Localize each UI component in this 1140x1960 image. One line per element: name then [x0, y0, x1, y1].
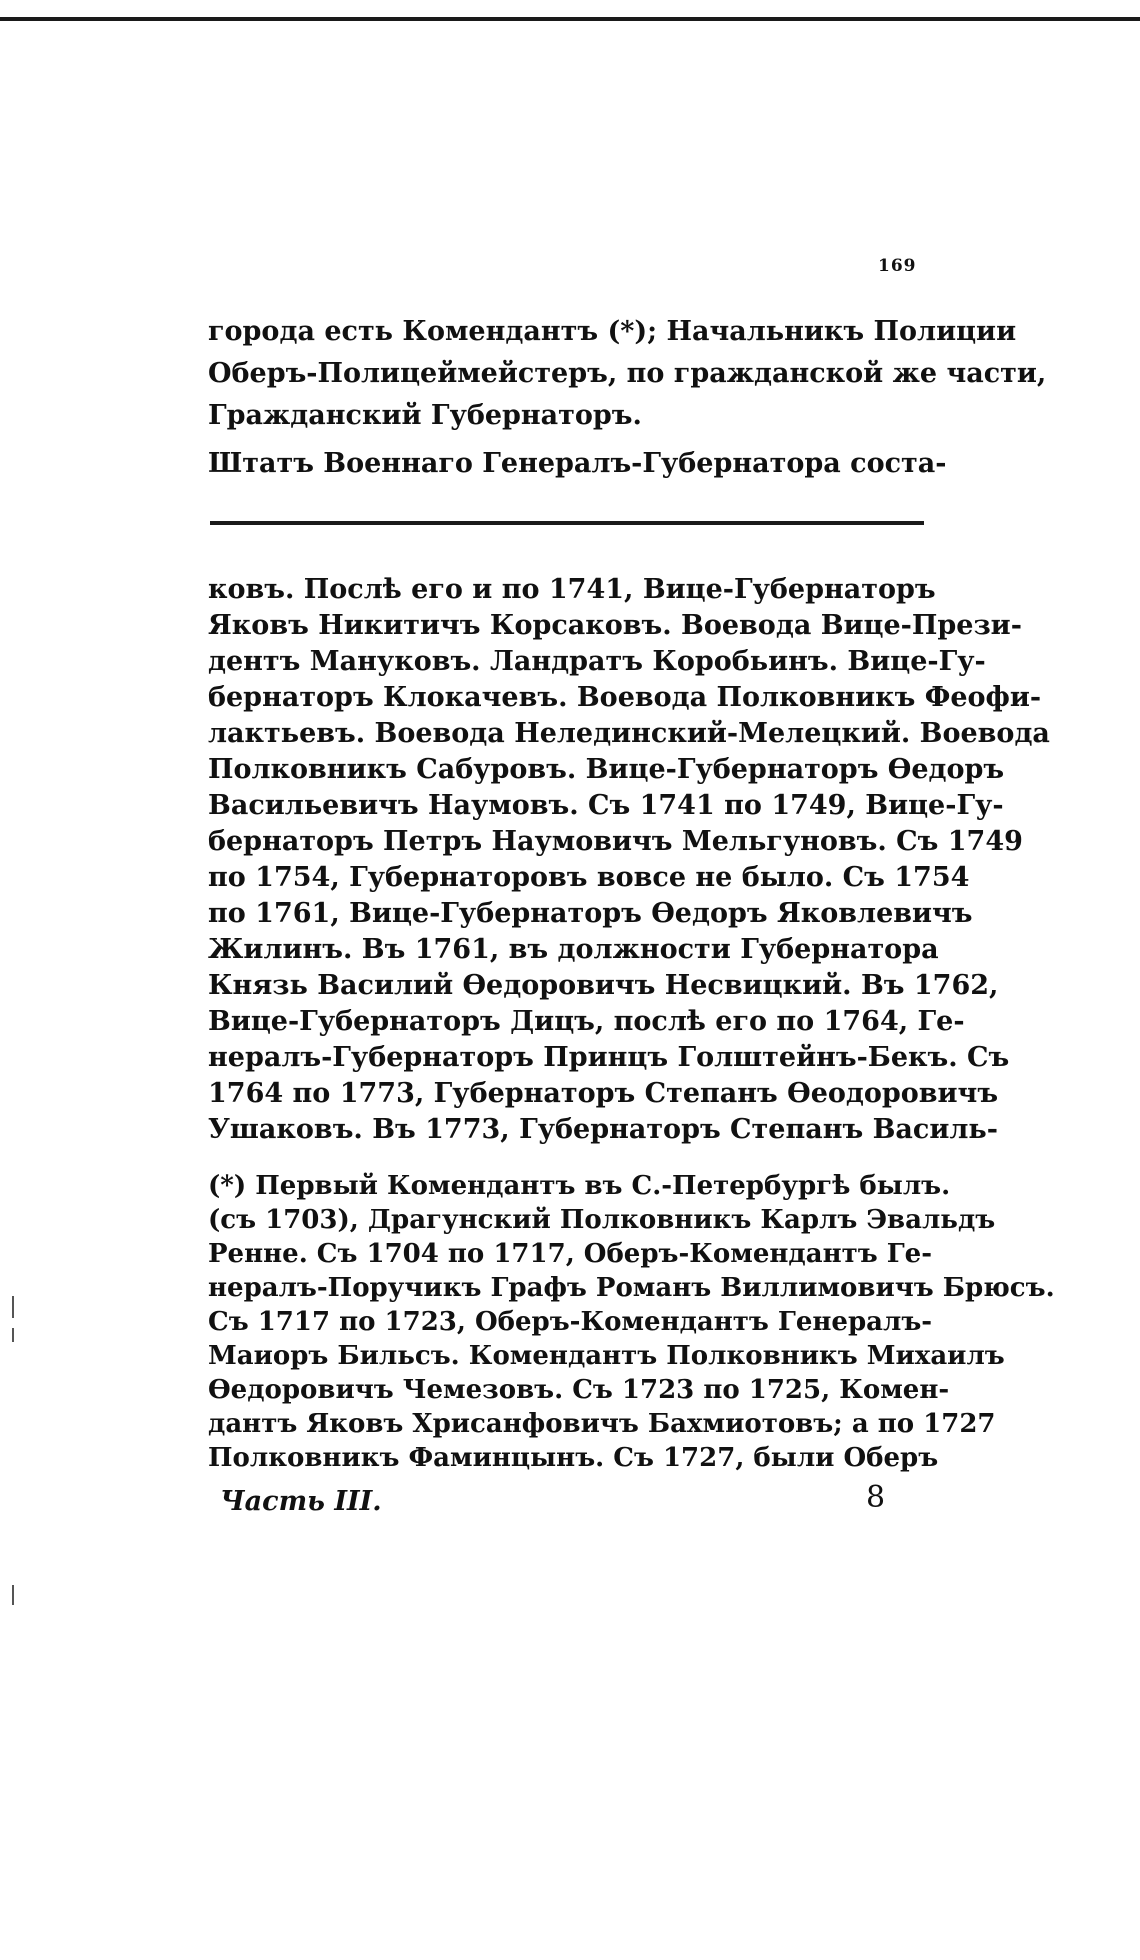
page-number: 169 — [878, 256, 917, 276]
text-line: бернаторъ Клокачевъ. Воевода Полковникъ Феофи- — [208, 682, 1042, 713]
footnote-line: Полковникъ Фаминцынъ. Съ 1727, были Оберъ — [208, 1443, 939, 1473]
text-line: Оберъ-Полицеймейстеръ, по гражданской же части, — [208, 358, 1047, 389]
text-line: Жилинъ. Въ 1761, въ должности Губернатора — [208, 934, 939, 965]
footnote-line: (съ 1703), Драгунский Полковникъ Карлъ Эвальдъ — [208, 1205, 996, 1235]
text-line: по 1754, Губернаторовъ вовсе не было. Съ 1754 — [208, 862, 970, 893]
text-line: Полковникъ Сабуровъ. Вице-Губернаторъ Ѳедоръ — [208, 754, 1005, 785]
text-line: Яковъ Никитичъ Корсаковъ. Воевода Вице-Прези- — [208, 610, 1022, 641]
text-line: нералъ-Губернаторъ Принцъ Голштейнъ-Бекъ. Съ — [208, 1042, 1010, 1073]
text-line: 1764 по 1773, Губернаторъ Степанъ Ѳеодоровичъ — [208, 1078, 999, 1109]
part-label: Часть III. — [220, 1486, 382, 1517]
margin-mark — [12, 1328, 14, 1342]
text-line: Васильевичъ Наумовъ. Съ 1741 по 1749, Вице-Гу- — [208, 790, 1004, 821]
footnote-line: Маиоръ Бильсъ. Комендантъ Полковникъ Михаилъ — [208, 1341, 1005, 1371]
text-line: Князь Василий Ѳедоровичъ Несвицкий. Въ 1762, — [208, 970, 999, 1001]
footnote-line: (*) Первый Комендантъ въ С.-Петербургѣ былъ. — [208, 1171, 951, 1201]
text-line: лактьевъ. Воевода Нелединский-Мелецкий. Воевода — [208, 718, 1050, 749]
footnote-line: нералъ-Поручикъ Графъ Романъ Виллимовичъ Брюсъ. — [208, 1273, 1055, 1303]
text-line: города есть Комендантъ (*); Начальникъ Полиции — [208, 316, 1017, 347]
text-line: ковъ. Послѣ его и по 1741, Вице-Губернаторъ — [208, 574, 936, 605]
margin-mark — [12, 1585, 14, 1605]
text-line: по 1761, Вице-Губернаторъ Ѳедоръ Яковлевичъ — [208, 898, 973, 929]
text-line: дентъ Мануковъ. Ландратъ Коробьинъ. Вице-Гу- — [208, 646, 986, 677]
footnote-line: Съ 1717 по 1723, Оберъ-Комендантъ Генералъ- — [208, 1307, 933, 1337]
section-divider — [210, 521, 924, 525]
signature-mark: 8 — [866, 1480, 886, 1515]
top-border-rule — [0, 17, 1140, 21]
text-line: Вице-Губернаторъ Дицъ, послѣ его по 1764, Ге- — [208, 1006, 965, 1037]
text-line: Гражданский Губернаторъ. — [208, 400, 642, 431]
text-line: бернаторъ Петръ Наумовичъ Мельгуновъ. Съ 1749 — [208, 826, 1023, 857]
text-line: Штатъ Военнаго Генералъ-Губернатора соста- — [208, 448, 947, 479]
footnote-line: Ренне. Съ 1704 по 1717, Оберъ-Комендантъ Ге- — [208, 1239, 932, 1269]
text-line: Ушаковъ. Въ 1773, Губернаторъ Степанъ Василь- — [208, 1114, 998, 1145]
margin-mark — [12, 1296, 14, 1318]
footnote-line: дантъ Яковъ Хрисанфовичъ Бахмиотовъ; а по 1727 — [208, 1409, 996, 1439]
footnote-line: Ѳедоровичъ Чемезовъ. Съ 1723 по 1725, Комен- — [208, 1375, 950, 1405]
